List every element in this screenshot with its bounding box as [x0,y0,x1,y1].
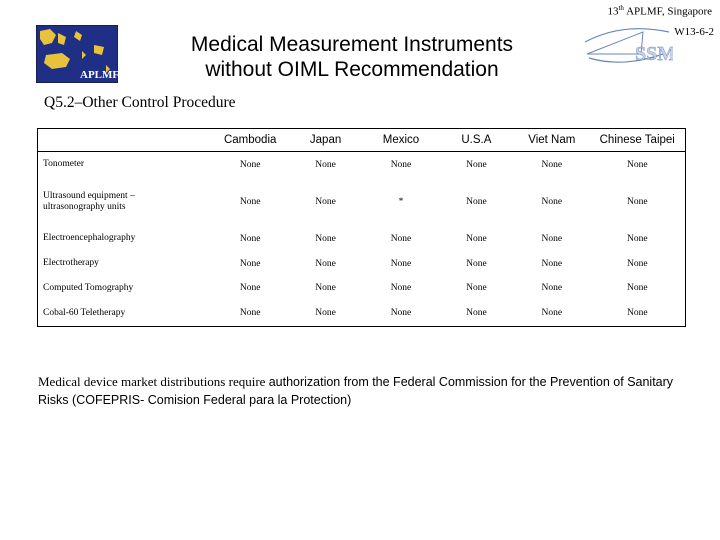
column-header: Viet Nam [514,129,589,152]
table-cell: None [390,159,412,170]
row-label: Tonometer [43,159,85,170]
table-cell: None [626,159,648,170]
table-cell: None [466,159,487,170]
table-cell: None [390,233,412,244]
table-cell: None [626,196,648,207]
table-cell: None [626,233,648,244]
column-header: Chinese Taipei [590,129,686,152]
title-line-2: without OIML Recommendation [205,58,499,81]
header-venue: 13th APLMF, Singapore [607,4,712,18]
table-cell: None [315,196,336,207]
table-row [38,152,686,178]
column-header-blank [38,129,213,152]
table-cell: None [541,258,563,269]
table-cell: None [466,283,487,294]
row-label: Electroencephalography [43,233,136,244]
row-label: Cobal-60 Teletherapy [43,307,126,318]
table-cell: None [466,258,487,269]
table-cell: * [398,196,404,207]
aplmf-logo-text: APLMF [80,69,118,81]
table-cell: None [626,308,648,319]
table-cell: None [541,308,563,319]
row-label: Ultrasound equipment – ultrasonography units [43,190,135,212]
table-cell: None [239,308,261,319]
table-cell: None [239,159,261,170]
table-cell: None [390,258,412,269]
table-cell: None [626,283,648,294]
column-header: Japan [288,129,363,152]
table-row [38,177,686,226]
instrument-table [37,128,686,327]
ssm-logo [583,24,673,74]
table-cell: None [466,196,487,207]
document-code: W13-6-2 [674,26,714,38]
table-cell: None [466,233,487,244]
table-row [38,301,686,327]
table-row [38,251,686,276]
table-cell: None [541,196,563,207]
row-label: Computed Tomography [43,282,134,293]
table-cell: None [239,258,261,269]
table-cell: None [315,159,336,170]
table-header-row [38,129,686,152]
table-cell: None [315,308,336,319]
title-line-1: Medical Measurement Instruments [190,33,514,56]
table-row [38,227,686,252]
column-header: Cambodia [213,129,288,152]
table-cell: None [239,283,261,294]
table-cell: None [315,233,336,244]
table-cell: None [390,283,412,294]
table-cell: None [541,159,563,170]
table-row [38,276,686,301]
column-header: U.S.A [439,129,514,152]
table-cell: None [541,283,563,294]
column-header: Mexico [363,129,438,152]
table-cell: None [315,258,336,269]
table-cell: None [626,258,648,269]
table-cell: None [239,233,261,244]
table-cell: None [390,308,412,319]
table-cell: None [239,196,261,207]
table-cell: None [541,233,563,244]
table-cell: None [315,283,336,294]
row-label: Electrotherapy [43,258,99,269]
ssm-logo-text: SSM [635,43,673,65]
aplmf-logo [36,25,118,83]
mexico-note: Medical device market distributions require authorization from the Federal Commission for the Prevention of Sanitary Risks (COFEPRIS- Comision Federal para la Protection) [38,374,674,407]
table-cell: None [466,308,487,319]
question-heading: Q5.2–Other Control Procedure [44,94,236,111]
page-title [150,32,554,82]
